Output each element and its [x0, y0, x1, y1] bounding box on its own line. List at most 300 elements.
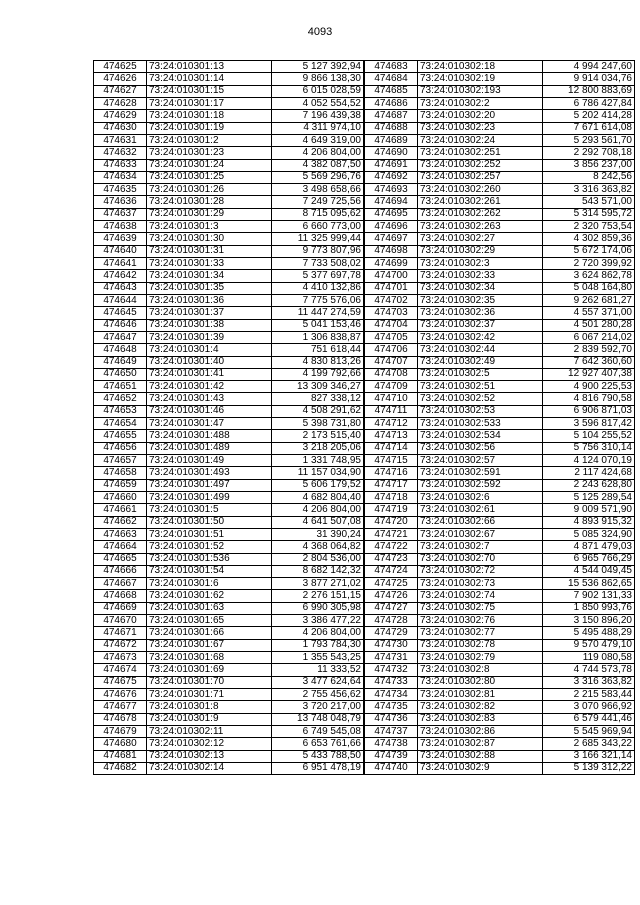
table-row: [365, 578, 635, 590]
row-number: 474643: [94, 282, 147, 294]
cadastral-number: 73:24:010302:44: [418, 344, 543, 356]
table-row: [94, 331, 364, 343]
row-number: 474670: [94, 615, 147, 627]
cadastral-value: 3 720 217,00: [272, 701, 364, 713]
cadastral-value: 8 715 095,62: [272, 208, 364, 220]
row-number: 474699: [365, 258, 418, 270]
cadastral-number: 73:24:010301:49: [147, 455, 272, 467]
row-number: 474657: [94, 455, 147, 467]
cadastral-number: 73:24:010302:75: [418, 602, 543, 614]
cadastral-value: 2 755 456,62: [272, 688, 364, 700]
cadastral-number: 73:24:010301:19: [147, 122, 272, 134]
table-row: [365, 368, 635, 380]
cadastral-value: 7 733 508,02: [272, 258, 364, 270]
cadastral-number: 73:24:010302:534: [418, 430, 543, 442]
table-row: [94, 307, 364, 319]
table-row: [365, 184, 635, 196]
cadastral-value: 1 331 748,95: [272, 455, 364, 467]
row-number: 474628: [94, 97, 147, 109]
row-number: 474633: [94, 159, 147, 171]
cadastral-number: 73:24:010302:67: [418, 528, 543, 540]
table-row: [365, 270, 635, 282]
table-row: [94, 442, 364, 454]
table-row: [94, 528, 364, 540]
cadastral-number: 73:24:010302:42: [418, 331, 543, 343]
row-number: 474627: [94, 85, 147, 97]
table-row: [94, 602, 364, 614]
table-row: [365, 430, 635, 442]
cadastral-value: 2 720 399,92: [543, 258, 635, 270]
cadastral-value: 1 355 543,25: [272, 652, 364, 664]
row-number: 474651: [94, 381, 147, 393]
cadastral-value: 5 569 296,76: [272, 171, 364, 183]
table-row: [94, 713, 364, 725]
table-row: [94, 504, 364, 516]
table-row: [365, 676, 635, 688]
table-row: [365, 418, 635, 430]
cadastral-number: 73:24:010302:27: [418, 233, 543, 245]
row-number: 474735: [365, 701, 418, 713]
table-row: [94, 418, 364, 430]
cadastral-value: 4 830 813,26: [272, 356, 364, 368]
table-row: [94, 738, 364, 750]
cadastral-value: 3 596 817,42: [543, 418, 635, 430]
cadastral-value: 6 579 441,46: [543, 713, 635, 725]
table-row: [365, 565, 635, 577]
row-number: 474730: [365, 639, 418, 651]
cadastral-value: 9 773 807,96: [272, 245, 364, 257]
table-row: [365, 258, 635, 270]
row-number: 474696: [365, 221, 418, 233]
cadastral-value: 4 544 049,45: [543, 565, 635, 577]
cadastral-value: 2 804 536,00: [272, 553, 364, 565]
table-row: [94, 430, 364, 442]
table-row: [365, 393, 635, 405]
cadastral-value: 11 325 999,44: [272, 233, 364, 245]
cadastral-number: 73:24:010302:57: [418, 455, 543, 467]
table-row: [94, 516, 364, 528]
cadastral-value: 6 906 871,03: [543, 405, 635, 417]
table-row: [365, 282, 635, 294]
cadastral-number: 73:24:010302:76: [418, 615, 543, 627]
cadastral-number: 73:24:010301:493: [147, 467, 272, 479]
cadastral-value: 6 965 766,29: [543, 553, 635, 565]
table-row: [94, 184, 364, 196]
table-row: [94, 590, 364, 602]
row-number: 474695: [365, 208, 418, 220]
cadastral-value: 6 660 773,00: [272, 221, 364, 233]
row-number: 474641: [94, 258, 147, 270]
cadastral-value: 5 433 788,50: [272, 750, 364, 762]
cadastral-value: 6 067 214,02: [543, 331, 635, 343]
cadastral-number: 73:24:010301:18: [147, 110, 272, 122]
cadastral-value: 2 117 424,68: [543, 467, 635, 479]
row-number: 474709: [365, 381, 418, 393]
cadastral-number: 73:24:010301:5: [147, 504, 272, 516]
cadastral-number: 73:24:010301:68: [147, 652, 272, 664]
cadastral-number: 73:24:010301:8: [147, 701, 272, 713]
row-number: 474674: [94, 664, 147, 676]
row-number: 474708: [365, 368, 418, 380]
cadastral-number: 73:24:010301:40: [147, 356, 272, 368]
cadastral-value: 3 477 624,64: [272, 676, 364, 688]
table-row: [365, 442, 635, 454]
row-number: 474654: [94, 418, 147, 430]
cadastral-value: 2 685 343,22: [543, 738, 635, 750]
cadastral-number: 73:24:010302:52: [418, 393, 543, 405]
row-number: 474655: [94, 430, 147, 442]
cadastral-number: 73:24:010301:499: [147, 491, 272, 503]
row-number: 474676: [94, 688, 147, 700]
cadastral-number: 73:24:010301:497: [147, 479, 272, 491]
cadastral-value: 3 070 966,92: [543, 701, 635, 713]
table-row: [365, 122, 635, 134]
row-number: 474663: [94, 528, 147, 540]
row-number: 474689: [365, 134, 418, 146]
cadastral-value: 543 571,00: [543, 196, 635, 208]
cadastral-number: 73:24:010302:193: [418, 85, 543, 97]
row-number: 474673: [94, 652, 147, 664]
cadastral-value: 3 166 321,14: [543, 750, 635, 762]
row-number: 474653: [94, 405, 147, 417]
table-row: [94, 245, 364, 257]
cadastral-value: 4 206 804,00: [272, 147, 364, 159]
table-row: [94, 405, 364, 417]
row-number: 474675: [94, 676, 147, 688]
row-number: 474679: [94, 725, 147, 737]
table-row: [365, 147, 635, 159]
row-number: 474661: [94, 504, 147, 516]
row-number: 474690: [365, 147, 418, 159]
table-row: [365, 196, 635, 208]
cadastral-value: 7 642 360,60: [543, 356, 635, 368]
cadastral-value: 9 570 479,10: [543, 639, 635, 651]
row-number: 474650: [94, 368, 147, 380]
table-row: [365, 652, 635, 664]
table-row: [94, 676, 364, 688]
table-row: [365, 344, 635, 356]
row-number: 474737: [365, 725, 418, 737]
cadastral-number: 73:24:010301:34: [147, 270, 272, 282]
table-row: [365, 381, 635, 393]
row-number: 474645: [94, 307, 147, 319]
table-row: [365, 208, 635, 220]
row-number: 474625: [94, 61, 147, 73]
row-number: 474701: [365, 282, 418, 294]
cadastral-number: 73:24:010301:38: [147, 319, 272, 331]
row-number: 474632: [94, 147, 147, 159]
cadastral-value: 3 386 477,22: [272, 615, 364, 627]
table-row: [94, 565, 364, 577]
cadastral-number: 73:24:010301:54: [147, 565, 272, 577]
row-number: 474713: [365, 430, 418, 442]
row-number: 474704: [365, 319, 418, 331]
table-row: [94, 368, 364, 380]
cadastral-value: 4 302 859,36: [543, 233, 635, 245]
cadastral-number: 73:24:010301:71: [147, 688, 272, 700]
row-number: 474724: [365, 565, 418, 577]
cadastral-number: 73:24:010302:533: [418, 418, 543, 430]
row-number: 474726: [365, 590, 418, 602]
row-number: 474700: [365, 270, 418, 282]
cadastral-value: 2 243 628,80: [543, 479, 635, 491]
table-row: [94, 455, 364, 467]
row-number: 474644: [94, 294, 147, 306]
cadastral-value: 5 041 153,46: [272, 319, 364, 331]
cadastral-number: 73:24:010302:19: [418, 73, 543, 85]
cadastral-value: 4 893 915,32: [543, 516, 635, 528]
row-number: 474680: [94, 738, 147, 750]
cadastral-value: 6 015 028,59: [272, 85, 364, 97]
table-row: [365, 85, 635, 97]
cadastral-value: 11 157 034,90: [272, 467, 364, 479]
cadastral-number: 73:24:010301:42: [147, 381, 272, 393]
table-row: [94, 73, 364, 85]
cadastral-value: 5 377 697,78: [272, 270, 364, 282]
cadastral-number: 73:24:010302:88: [418, 750, 543, 762]
row-number: 474725: [365, 578, 418, 590]
cadastral-number: 73:24:010302:37: [418, 319, 543, 331]
cadastral-number: 73:24:010301:536: [147, 553, 272, 565]
cadastral-value: 4 508 291,62: [272, 405, 364, 417]
row-number: 474697: [365, 233, 418, 245]
table-row: [365, 491, 635, 503]
cadastral-number: 73:24:010302:77: [418, 627, 543, 639]
cadastral-number: 73:24:010302:24: [418, 134, 543, 146]
row-number: 474731: [365, 652, 418, 664]
row-number: 474734: [365, 688, 418, 700]
cadastral-value: 4 052 554,52: [272, 97, 364, 109]
table-row: [94, 393, 364, 405]
cadastral-value: 4 199 792,66: [272, 368, 364, 380]
row-number: 474666: [94, 565, 147, 577]
page-number: 4093: [307, 26, 333, 38]
table-row: [365, 701, 635, 713]
cadastral-value: 2 173 515,40: [272, 430, 364, 442]
cadastral-number: 73:24:010301:36: [147, 294, 272, 306]
cadastral-value: 4 900 225,53: [543, 381, 635, 393]
cadastral-value: 7 671 614,08: [543, 122, 635, 134]
cadastral-number: 73:24:010302:49: [418, 356, 543, 368]
cadastral-number: 73:24:010302:23: [418, 122, 543, 134]
table-row: [365, 627, 635, 639]
cadastral-value: 4 816 790,58: [543, 393, 635, 405]
row-number: 474678: [94, 713, 147, 725]
cadastral-value: 15 536 862,65: [543, 578, 635, 590]
cadastral-number: 73:24:010301:23: [147, 147, 272, 159]
table-row: [94, 208, 364, 220]
cadastral-number: 73:24:010302:6: [418, 491, 543, 503]
table-row: [365, 553, 635, 565]
row-number: 474662: [94, 516, 147, 528]
row-number: 474638: [94, 221, 147, 233]
table-row: [94, 615, 364, 627]
row-number: 474652: [94, 393, 147, 405]
table-row: [94, 282, 364, 294]
table-row: [94, 725, 364, 737]
cadastral-number: 73:24:010302:2: [418, 97, 543, 109]
table-row: [365, 455, 635, 467]
cadastral-value: 2 215 583,44: [543, 688, 635, 700]
row-number: 474710: [365, 393, 418, 405]
cadastral-value: 3 150 896,20: [543, 615, 635, 627]
row-number: 474636: [94, 196, 147, 208]
cadastral-number: 73:24:010301:39: [147, 331, 272, 343]
cadastral-value: 4 871 479,03: [543, 541, 635, 553]
row-number: 474634: [94, 171, 147, 183]
cadastral-value: 3 316 363,82: [543, 676, 635, 688]
table-row: [365, 221, 635, 233]
cadastral-value: 6 653 761,66: [272, 738, 364, 750]
cadastral-value: 4 557 371,00: [543, 307, 635, 319]
row-number: 474738: [365, 738, 418, 750]
register-table-right: [364, 60, 635, 775]
cadastral-number: 73:24:010301:28: [147, 196, 272, 208]
row-number: 474660: [94, 491, 147, 503]
table-row: [94, 122, 364, 134]
table-row: [365, 516, 635, 528]
table-row: [94, 381, 364, 393]
cadastral-number: 73:24:010302:56: [418, 442, 543, 454]
cadastral-number: 73:24:010302:12: [147, 738, 272, 750]
cadastral-value: 5 756 310,14: [543, 442, 635, 454]
row-number: 474683: [365, 61, 418, 73]
row-number: 474639: [94, 233, 147, 245]
row-number: 474656: [94, 442, 147, 454]
cadastral-number: 73:24:010301:63: [147, 602, 272, 614]
row-number: 474647: [94, 331, 147, 343]
cadastral-value: 1 793 784,30: [272, 639, 364, 651]
row-number: 474716: [365, 467, 418, 479]
cadastral-number: 73:24:010301:26: [147, 184, 272, 196]
cadastral-number: 73:24:010301:488: [147, 430, 272, 442]
cadastral-number: 73:24:010302:20: [418, 110, 543, 122]
cadastral-value: 7 775 576,06: [272, 294, 364, 306]
cadastral-value: 2 320 753,54: [543, 221, 635, 233]
row-number: 474706: [365, 344, 418, 356]
cadastral-number: 73:24:010302:87: [418, 738, 543, 750]
cadastral-value: 7 249 725,56: [272, 196, 364, 208]
cadastral-number: 73:24:010301:17: [147, 97, 272, 109]
cadastral-value: 9 009 571,90: [543, 504, 635, 516]
cadastral-number: 73:24:010302:262: [418, 208, 543, 220]
row-number: 474719: [365, 504, 418, 516]
cadastral-number: 73:24:010301:30: [147, 233, 272, 245]
cadastral-number: 73:24:010302:79: [418, 652, 543, 664]
cadastral-number: 73:24:010302:33: [418, 270, 543, 282]
cadastral-value: 827 338,12: [272, 393, 364, 405]
cadastral-value: 4 311 974,10: [272, 122, 364, 134]
cadastral-value: 9 262 681,27: [543, 294, 635, 306]
cadastral-value: 3 498 658,66: [272, 184, 364, 196]
cadastral-value: 8 682 142,32: [272, 565, 364, 577]
table-row: [94, 639, 364, 651]
row-number: 474672: [94, 639, 147, 651]
table-row: [365, 615, 635, 627]
row-number: 474703: [365, 307, 418, 319]
register-table-left: [93, 60, 364, 775]
cadastral-value: 7 902 131,33: [543, 590, 635, 602]
row-number: 474692: [365, 171, 418, 183]
cadastral-number: 73:24:010301:489: [147, 442, 272, 454]
cadastral-number: 73:24:010301:50: [147, 516, 272, 528]
row-number: 474702: [365, 294, 418, 306]
cadastral-value: 6 749 545,08: [272, 725, 364, 737]
table-row: [365, 664, 635, 676]
cadastral-number: 73:24:010301:52: [147, 541, 272, 553]
table-row: [365, 762, 635, 774]
cadastral-number: 73:24:010301:3: [147, 221, 272, 233]
cadastral-value: 4 744 573,78: [543, 664, 635, 676]
row-number: 474717: [365, 479, 418, 491]
table-row: [365, 590, 635, 602]
table-row: [365, 725, 635, 737]
cadastral-value: 5 104 255,52: [543, 430, 635, 442]
table-row: [94, 134, 364, 146]
cadastral-number: 73:24:010301:25: [147, 171, 272, 183]
table-row: [365, 245, 635, 257]
row-number: 474630: [94, 122, 147, 134]
row-number: 474646: [94, 319, 147, 331]
cadastral-value: 4 382 087,50: [272, 159, 364, 171]
table-row: [365, 541, 635, 553]
table-row: [94, 664, 364, 676]
row-number: 474721: [365, 528, 418, 540]
row-number: 474648: [94, 344, 147, 356]
table-row: [94, 541, 364, 553]
row-number: 474631: [94, 134, 147, 146]
cadastral-number: 73:24:010302:257: [418, 171, 543, 183]
table-row: [94, 61, 364, 73]
cadastral-value: 6 951 478,19: [272, 762, 364, 774]
row-number: 474626: [94, 73, 147, 85]
cadastral-value: 3 316 363,82: [543, 184, 635, 196]
table-row: [94, 750, 364, 762]
row-number: 474691: [365, 159, 418, 171]
table-row: [94, 221, 364, 233]
table-row: [94, 171, 364, 183]
row-number: 474688: [365, 122, 418, 134]
cadastral-value: 4 124 070,19: [543, 455, 635, 467]
row-number: 474669: [94, 602, 147, 614]
row-number: 474681: [94, 750, 147, 762]
cadastral-number: 73:24:010302:73: [418, 578, 543, 590]
cadastral-number: 73:24:010302:61: [418, 504, 543, 516]
cadastral-number: 73:24:010302:252: [418, 159, 543, 171]
cadastral-number: 73:24:010302:251: [418, 147, 543, 159]
cadastral-value: 5 672 174,06: [543, 245, 635, 257]
cadastral-number: 73:24:010301:65: [147, 615, 272, 627]
cadastral-value: 3 856 237,00: [543, 159, 635, 171]
cadastral-value: 3 877 271,02: [272, 578, 364, 590]
table-row: [94, 147, 364, 159]
row-number: 474649: [94, 356, 147, 368]
row-number: 474693: [365, 184, 418, 196]
cadastral-value: 4 994 247,60: [543, 61, 635, 73]
table-row: [94, 762, 364, 774]
cadastral-number: 73:24:010302:51: [418, 381, 543, 393]
cadastral-value: 9 866 138,30: [272, 73, 364, 85]
cadastral-number: 73:24:010301:31: [147, 245, 272, 257]
row-number: 474637: [94, 208, 147, 220]
table-row: [365, 405, 635, 417]
table-row: [365, 73, 635, 85]
cadastral-number: 73:24:010302:18: [418, 61, 543, 73]
table-row: [94, 688, 364, 700]
cadastral-number: 73:24:010302:66: [418, 516, 543, 528]
cadastral-value: 5 293 561,70: [543, 134, 635, 146]
table-row: [365, 97, 635, 109]
